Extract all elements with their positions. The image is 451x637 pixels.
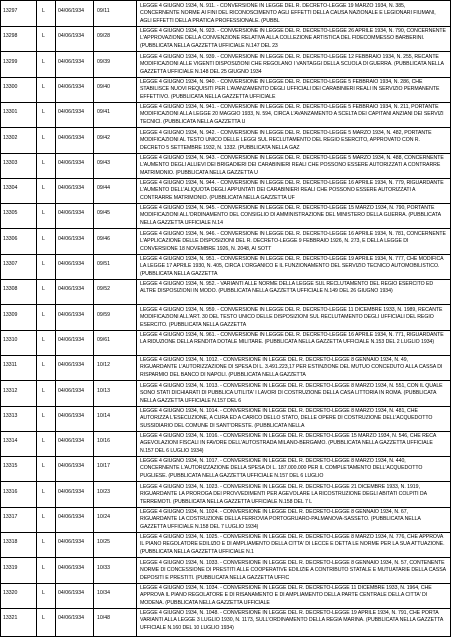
record-type: L — [42, 615, 45, 621]
record-description: LEGGE 4 GIUGNO 1934, N. 945. - CONVERSIONE IN LEGGE DEL R. DECRETO-LEGGE 15 MARZO 1934, N. 790, PORTANTE MODIFICAZIONI ALL'ORDINAMENTO DEL CONSIGLIO DI AMMINISTRAZIONE DEL MINISTERO DELLA GUERRA. (PUBBLICATA NELLA GAZZETTA UFFICIALE N.14 — [140, 205, 441, 226]
record-page: 10/13 — [97, 388, 110, 394]
table-row — [0, 27, 451, 52]
record-date: 04/06/1934 — [58, 84, 84, 90]
record-type: L — [42, 413, 45, 419]
record-page: 09/11 — [97, 8, 110, 14]
row-divider — [0, 304, 451, 305]
record-page: 10/24 — [97, 514, 110, 520]
row-divider — [0, 127, 451, 128]
record-type: L — [42, 109, 45, 115]
record-number: 13298 — [3, 33, 18, 39]
record-description: LEGGE 4 GIUGNO 1934, N. 1012. - CONVERSIONE IN LEGGE DEL R. DECRETO-LEGGE 8 GENNAIO 1934, N. 49, RIGUARDANTE L'AUTORIZZAZIONE DI SPESA DI L. 3.491.223,17 PER ESTINZIONE DEL MUTUO CONCEDUTO ALLA CASSA DI RISPARMIO DEL BANCO DI NAPOLI. (PUBBLICATA NELLA GAZZETTA — [140, 357, 443, 378]
record-date: 04/06/1934 — [58, 261, 84, 267]
record-type: L — [42, 312, 45, 318]
record-description: LEGGE 4 GIUGNO 1934, N. 952. - VARIANTI ALLE NORME DELLA LEGGE SUL RECLUTAMENTO DEL REGIO ESERCITO ED ALTRE DISPOSIZIONI IN MODO. (PUBBLICATA NELLA GAZZETTA UFFICIALE N.149 DEL 26 GIUGNO 1934) — [140, 281, 434, 295]
record-type: L — [42, 438, 45, 444]
record-date: 04/06/1934 — [58, 8, 84, 14]
record-date: 04/06/1934 — [58, 463, 84, 469]
record-description: LEGGE 4 GIUGNO 1934, N. 946. - CONVERSIONE IN LEGGE DEL R. DECRETO-LEGGE 16 APRILE 1934, N. 781, CONCERNENTE L'APPLICAZIONE DELLE DISPOSIZIONI DEL R. DECRETO-LEGGE 9 FEBBRAIO 1926, N. 273, E DELLA LEGGE DI CONVERSIONE 18 NOVEMBRE 1926, N. 2048, AI SOTT — [140, 231, 446, 252]
record-number: 13304 — [3, 185, 18, 191]
record-description: LEGGE 4 GIUGNO 1934, N. 943. - CONVERSIONE IN LEGGE DEL R. DECRETO-LEGGE 5 MARZO 1934, N. 488, CONCERNENTE L'AUMENTO DEGLI ALLIEVI DEI BRIGADIERI DEI CARABINIERI REALI CHE POSSONO ESSERE AUTORIZZATI A CONTRARRE MATRIMONIO. (PUBBLICATA NELLA GAZZETTA U — [140, 155, 444, 176]
record-description: LEGGE 4 GIUGNO 1934, N. 944. - CONVERSIONE IN LEGGE DEL R. DECRETO-LEGGE 16 APRILE 1934, N. 779, RIGUARDANTE L'AUMENTO DELL'ALIQUOTA DEGLI APPUNTATI DEI CARABINIERI REALI CHE POSSONO ESSERE AUTORIZZATI A CONTRARRE MATRIMONIO. (PUBBLICATA NELLA GAZZETTA UF — [140, 180, 444, 201]
table-row — [0, 432, 451, 457]
record-page: 09/41 — [97, 109, 110, 115]
record-page: 10/12 — [97, 362, 110, 368]
record-number: 13320 — [3, 590, 18, 596]
record-date: 04/06/1934 — [58, 337, 84, 343]
row-divider — [0, 380, 451, 381]
record-description: LEGGE 4 GIUGNO 1934, N. 1033. - CONVERSIONE IN LEGGE DEL R. DECRETO-LEGGE 8 GENNAIO 1934, N. 57, CONTENENTE NORME DI CONCESSIONE DI PRESTITI ALLE COOPERATIVE EDILIZIE A CONTRIBUTO STATALE E MUTUATARIE DELLA CASSA DEPOSITI E PRESTITI. (PUBBLICATA NELLA GAZZETTA UFFIC — [140, 560, 446, 581]
record-number: 13307 — [3, 261, 18, 267]
record-number: 13321 — [3, 615, 18, 621]
record-page: 09/39 — [97, 59, 110, 65]
record-type: L — [42, 463, 45, 469]
record-number: 13311 — [3, 362, 18, 368]
record-type: L — [42, 210, 45, 216]
record-date: 04/06/1934 — [58, 185, 84, 191]
record-description: LEGGE 4 GIUGNO 1934, N. 961. - CONVERSIONE IN LEGGE DEL R. DECRETO-LEGGE 16 APRILE 1934, N. 771, RIGUARDANTE LA RIDUZIONE DELLA RENDITA DOTALE MILITARE. (PUBBLICATA NELLA GAZZETTA UFFICIALE N.153 DEL 2 LUGLIO 1934) — [140, 332, 444, 346]
table-row — [0, 533, 451, 558]
record-date: 04/06/1934 — [58, 210, 84, 216]
record-type: L — [42, 236, 45, 242]
record-type: L — [42, 33, 45, 39]
record-description: LEGGE 4 GIUGNO 1934, N. 1048. - CONVERSIONE IN LEGGE DEL R. DECRETO-LEGGE 19 APRILE 1934, N. 791, CHE PORTA VARIANTI ALLA LEGGE 3 LUGLIO 1930, N. 1173, SULL'ORDINAMENTO DELLA REGIA MARINA. (PUBBLICATA NELLA GAZZETTA UFFICIALE N.160 DEL 10 LUGLIO 1934) — [140, 610, 443, 631]
row-divider — [0, 481, 451, 482]
table-row — [0, 609, 451, 634]
record-page: 09/40 — [97, 84, 110, 90]
table-row — [0, 483, 451, 508]
record-page: 09/43 — [97, 160, 110, 166]
table-row — [0, 255, 451, 280]
table-row — [0, 306, 451, 331]
record-description: LEGGE 4 GIUGNO 1934, N. 942. - CONVERSIONE IN LEGGE DEL R. DECRETO-LEGGE 5 MARZO 1934, N. 482, PORTANTE MODIFICAZIONI AL TESTO UNICO DELLE LEGGI SUL RECLUTAMENTO DEL REGIO ESERCITO, APPROVATO CON R. DECRETO 5 SETTEMBRE 1932, N. 1332. (PUBBLICATA NELLA GAZ — [140, 130, 432, 151]
record-page: 09/59 — [97, 312, 110, 318]
record-type: L — [42, 261, 45, 267]
record-number: 13319 — [3, 565, 18, 571]
record-number: 13305 — [3, 210, 18, 216]
record-type: L — [42, 59, 45, 65]
record-description: LEGGE 4 GIUGNO 1934, N. 1017. - CONVERSIONE IN LEGGE DEL R. DECRETO-LEGGE 8 MARZO 1934, N. 440, CONCERNENTE L'AUTORIZZAZIONE DELLA SPESA DI L. 187.000.000 PER IL COMPLETAMENTO DELL'ACQUEDOTTO PUGLIESE. (PUBBLICATA NELLA GAZZETTA UFFICIALE N.157 DEL 6 LUGLIO — [140, 458, 423, 479]
table-row — [0, 230, 451, 255]
record-number: 13310 — [3, 337, 18, 343]
table-row — [0, 508, 451, 533]
table-row — [0, 382, 451, 407]
record-type: L — [42, 565, 45, 571]
record-date: 04/06/1934 — [58, 539, 84, 545]
record-page: 09/52 — [97, 286, 110, 292]
record-type: L — [42, 286, 45, 292]
table-row — [0, 331, 451, 356]
record-page: 10/14 — [97, 413, 110, 419]
record-number: 13303 — [3, 160, 18, 166]
record-page: 10/25 — [97, 539, 110, 545]
record-number: 13299 — [3, 59, 18, 65]
record-type: L — [42, 362, 45, 368]
record-number: 13312 — [3, 388, 18, 394]
record-number: 13300 — [3, 84, 18, 90]
record-number: 13302 — [3, 135, 18, 141]
table-row — [0, 356, 451, 381]
record-date: 04/06/1934 — [58, 135, 84, 141]
table-row — [0, 154, 451, 179]
record-number: 13306 — [3, 236, 18, 242]
table-row — [0, 2, 451, 27]
record-date: 04/06/1934 — [58, 413, 84, 419]
record-description: LEGGE 4 GIUGNO 1934, N. 940. - CONVERSIONE IN LEGGE DEL R. DECRETO-LEGGE 5 FEBBRAIO 1934, N. 286, CHE STABILISCE NUOVI REQUISITI PER L'AVANZAMENTO DEGLI UFFICIALI DEI CARABINIERI REALI IN SERVIZIO PERMANENTE EFFETTIVO. (PUBBLICATA NELLA GAZZETTA UFFICIALE — [140, 79, 440, 100]
record-date: 04/06/1934 — [58, 160, 84, 166]
record-page: 10/33 — [97, 565, 110, 571]
record-description: LEGGE 4 GIUGNO 1934, N. 951. - CONVERSIONE IN LEGGE DEL R. DECRETO-LEGGE 19 APRILE 1934, N. 777, CHE MODIFICA LA LEGGE 17 APRILE 1930, N. 405, CIRCA L'ORGANICO E IL FUNZIONAMENTO DEL SERVIZIO TECNICO AUTOMOBILISTICO. (PUBBLICATA NELLA GAZZETTA — [140, 256, 444, 277]
record-description: LEGGE 4 GIUGNO 1934, N. 1025. - CONVERSIONE IN LEGGE DEL R. DECRETO-LEGGE 8 MARZO 1934, N. 776, CHE APPROVA IL PIANO REGOLATORE EDILIZIO E DI AMPLIAMENTO DELLA CITTA' DI LECCE E DETTA LE NORME PER LA SUA ATTUAZIONE. (PUBBLICATA NELLA GAZZETTA UFFICIALE N.1 — [140, 534, 445, 555]
table-row — [0, 407, 451, 432]
record-type: L — [42, 514, 45, 520]
record-number: 13308 — [3, 286, 18, 292]
record-description: LEGGE 4 GIUGNO 1934, N. 941. - CONVERSIONE IN LEGGE DEL R. DECRETO-LEGGE 5 FEBBRAIO 1934, N. 211, PORTANTE MODIFICAZIONI ALLA LEGGE 20 MAGGIO 1933, N. 594, CIRCA L'AVANZAMENTO A SCELTA DEI CAPITANI ANZIANI DEI SERVIZI TECNICI. (PUBBLICATA NELLA GAZZETTA U — [140, 104, 444, 125]
record-page: 09/51 — [97, 261, 110, 267]
record-type: L — [42, 8, 45, 14]
record-number: 13309 — [3, 312, 18, 318]
record-page: 10/23 — [97, 489, 110, 495]
table-row — [0, 457, 451, 482]
row-divider — [0, 557, 451, 558]
record-description: LEGGE 4 GIUGNO 1934, N. 1016. - CONVERSIONE IN LEGGE DEL R. DECRETO-LEGGE 15 MARZO 1934, N. 546, CHE RECA AGEVOLAZIONI FISCALI IN FAVORE DELL'AUTOSTRADA MILANO-BERGAMO. (PUBBLICATA NELLA GAZZETTA UFFICIALE N.157 DEL 6 LUGLIO 1934) — [140, 433, 437, 454]
record-description: LEGGE 4 GIUGNO 1934, N. 1014. - CONVERSIONE IN LEGGE DEL R. DECRETO-LEGGE 8 MARZO 1934, N. 481, CHE AUTORIZZA L'ESECUZIONE, A CURA ED A CARICO DELLO STATO, DELLE OPERE DI COSTRUZIONE DELL'ACQUEDOTTO SUSSIDIARIO DEL COMUNE DI SANT'ORESTE. (PUBBLICATA NELLA — [140, 408, 433, 429]
record-page: 09/44 — [97, 185, 110, 191]
record-date: 04/06/1934 — [58, 438, 84, 444]
record-date: 04/06/1934 — [58, 388, 84, 394]
record-number: 13317 — [3, 514, 18, 520]
row-divider — [0, 51, 451, 52]
record-date: 04/06/1934 — [58, 565, 84, 571]
record-number: 13316 — [3, 489, 18, 495]
record-date: 04/06/1934 — [58, 33, 84, 39]
record-type: L — [42, 489, 45, 495]
record-description: LEGGE 4 GIUGNO 1934, N. 1013. - CONVERSIONE IN LEGGE DEL R. DECRETO-LEGGE 8 MARZO 1934, N. 551, CON IL QUALE SONO STATI DICHIARATI DI PUBBLICA UTILITA' I LAVORI DI COSTRUZIONE DELLA CASA LITTORIA IN ROMA. (PUBBLICATA NELLA GAZZETTA UFFICIALE N.157 DEL 6 — [140, 383, 443, 404]
record-type: L — [42, 185, 45, 191]
table-row — [0, 78, 451, 103]
record-number: 13313 — [3, 413, 18, 419]
record-date: 04/06/1934 — [58, 514, 84, 520]
table-row — [0, 129, 451, 154]
record-type: L — [42, 135, 45, 141]
record-date: 04/06/1934 — [58, 312, 84, 318]
record-date: 04/06/1934 — [58, 590, 84, 596]
record-page: 09/61 — [97, 337, 110, 343]
record-type: L — [42, 539, 45, 545]
record-description: LEGGE 4 GIUGNO 1934, N. 1023. - CONVERSIONE IN LEGGE DEL R. DECRETO-LEGGE 21 DICEMBRE 1933, N. 1919, RIGUARDANTE LA PROROGA DEI PROVVEDIMENTI PER AGEVOLARE LA RICOSTRUZIONE DEGLI ABITATI COLPITI DA TERREMOTI. (PUBBLICATA NELLA GAZZETTA UFFICIALE N.158 DEL 7 L — [140, 484, 427, 505]
record-description: LEGGE 4 GIUGNO 1934, N. 939. - CONVERSIONE IN LEGGE DEL R. DECRETO-LEGGE 12 FEBBRAIO 1934, N. 255, RECANTE MODIFICAZIONI ALLE VIGENTI DISPOSIZIONI CHE REGOLANO I VANTAGGI DELLA SCUOLA DI GUERRA. (PUBBLICATA NELLA GAZZETTA UFFICIALE N.148 DEL 25 GIUGNO 1934 — [140, 54, 444, 75]
record-number: 13297 — [3, 8, 18, 14]
table-row — [0, 559, 451, 584]
table-row — [0, 53, 451, 78]
record-number: 13301 — [3, 109, 18, 115]
record-number: 13318 — [3, 539, 18, 545]
record-date: 04/06/1934 — [58, 109, 84, 115]
table-row — [0, 204, 451, 229]
record-type: L — [42, 388, 45, 394]
record-type: L — [42, 590, 45, 596]
record-page: 10/48 — [97, 615, 110, 621]
record-page: 09/45 — [97, 210, 110, 216]
table-row — [0, 179, 451, 204]
record-page: 10/34 — [97, 590, 110, 596]
record-page: 10/16 — [97, 438, 110, 444]
record-type: L — [42, 84, 45, 90]
table-row — [0, 584, 451, 609]
record-date: 04/06/1934 — [58, 59, 84, 65]
record-number: 13314 — [3, 438, 18, 444]
record-description: LEGGE 4 GIUGNO 1934, N. 1024. - CONVERSIONE IN LEGGE DEL R. DECRETO-LEGGE 8 GENNAIO 1934, N. 67, RIGUARDANTE LA COSTRUZIONE DELLA FERROVIA PORTOGRUARO-PALMANOVA-SASSETO. (PUBBLICATA NELLA GAZZETTA UFFICIALE N.158 DEL 7 LUGLIO 1934) — [140, 509, 421, 530]
record-page: 09/28 — [97, 33, 110, 39]
table-row — [0, 280, 451, 305]
record-page: 09/42 — [97, 135, 110, 141]
record-description: LEGGE 4 GIUGNO 1934, N. 923. - CONVERSIONE IN LEGGE DEL R. DECRETO-LEGGE 26 APRILE 1934, N. 790, CONCERNENTE L'APPROVAZIONE DELLA CONVENZIONE RELATIVA ALLA COLLEZIONE ARTISTICA DEL FIDECOMMESSO BARBERINI. (PUBBLICATA NELLA GAZZETTA UFFICIALE N.147 DEL 23 — [140, 28, 446, 49]
record-date: 04/06/1934 — [58, 362, 84, 368]
record-type: L — [42, 160, 45, 166]
record-description: LEGGE 4 GIUGNO 1934, N. 911. - CONVERSIONE IN LEGGE DEL R. DECRETO-LEGGE 19 MARZO 1934, N. 385, CONCERNENTE NORME AI FINI DEL RICONOSCIMENTO AGLI EFFETTI DELLA CAUSA NAZIONALE E LEGIONARI FIUMANI, AGLI EFFETTI DELLA PRATICA PROFESSIONALE. (PUBBL — [140, 3, 436, 24]
record-date: 04/06/1934 — [58, 615, 84, 621]
record-date: 04/06/1934 — [58, 489, 84, 495]
record-description: LEGGE 4 GIUGNO 1934, N. 1034. - CONVERSIONE IN LEGGE DEL R. DECRETO-LEGGE 11 DICEMBRE 1933, N. 1964, CHE APPROVA IL PIANO REGOLATORE E DI RISANAMENTO E DI AMPLIAMENTO DELLA PARTE CENTRALE DELLA CITTA' DI MODENA. (PUBBLICATA NELLA GAZZETTA UFFICIALE — [140, 585, 432, 606]
record-description: LEGGE 4 GIUGNO 1934, N. 959. - CONVERSIONE IN LEGGE DEL R. DECRETO-LEGGE 11 DICEMBRE 1933, N. 1989, RECANTE MODIFICAZIONI ALL'ART. 30 DEL TESTO UNICO DELLE DISPOSIZIONI SUL RECLUTAMENTO DEGLI UFFICIALI DEL REGIO ESERCITO. (PUBBLICATA NELLA GAZZETTA — [140, 307, 443, 328]
record-page: 10/17 — [97, 463, 110, 469]
record-number: 13315 — [3, 463, 18, 469]
table-row — [0, 103, 451, 128]
row-divider — [0, 228, 451, 229]
record-date: 04/06/1934 — [58, 236, 84, 242]
record-date: 04/06/1934 — [58, 286, 84, 292]
record-page: 09/46 — [97, 236, 110, 242]
record-type: L — [42, 337, 45, 343]
